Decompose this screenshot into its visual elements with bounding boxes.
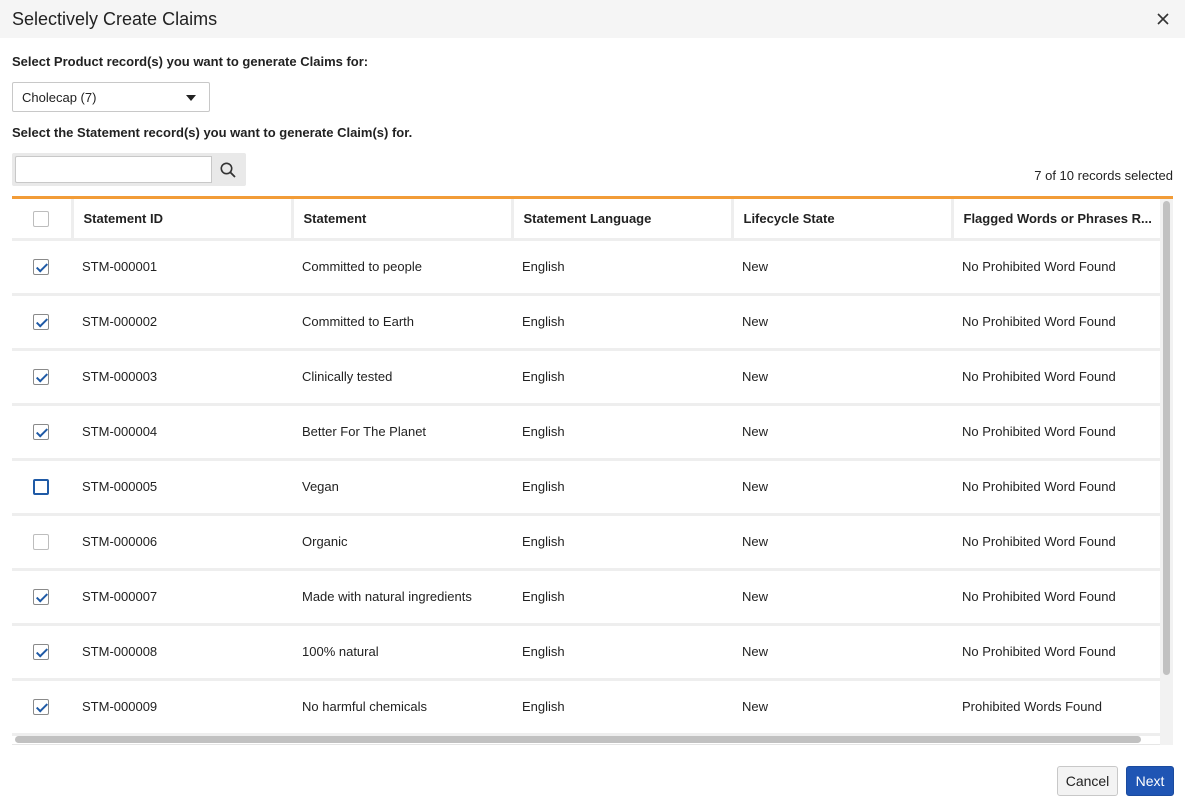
- statement-select-label: Select the Statement record(s) you want to generate Claim(s) for.: [12, 125, 413, 140]
- cell-flagged-words: Prohibited Words Found: [952, 679, 1162, 734]
- cell-statement: Committed to people: [292, 239, 512, 294]
- cell-flagged-words: No Prohibited Word Found: [952, 459, 1162, 514]
- table-header-row: [12, 199, 1162, 239]
- cell-lifecycle-state: New: [732, 404, 952, 459]
- table-row[interactable]: [12, 239, 1162, 294]
- row-select-cell: [12, 294, 72, 349]
- row-select-cell: [12, 459, 72, 514]
- cell-statement-id: STM-000004: [72, 404, 292, 459]
- product-select-label: Select Product record(s) you want to generate Claims for:: [12, 54, 369, 69]
- cell-statement: No harmful chemicals: [292, 679, 512, 734]
- cell-lifecycle-state: New: [732, 569, 952, 624]
- row-select-cell: [12, 679, 72, 734]
- cell-lifecycle-state: New: [732, 349, 952, 404]
- row-select-cell: [12, 514, 72, 569]
- cell-statement-language: English: [512, 569, 732, 624]
- cell-statement-language: English: [512, 404, 732, 459]
- cell-statement-language: English: [512, 349, 732, 404]
- cell-statement: Clinically tested: [292, 349, 512, 404]
- row-select-cell: [12, 624, 72, 679]
- cell-lifecycle-state: New: [732, 624, 952, 679]
- cell-statement-language: English: [512, 459, 732, 514]
- cell-statement-id: STM-000006: [72, 514, 292, 569]
- cancel-button[interactable]: Cancel: [1057, 766, 1118, 796]
- cell-statement-id: STM-000007: [72, 569, 292, 624]
- row-select-cell: [12, 349, 72, 404]
- cell-statement: Made with natural ingredients: [292, 569, 512, 624]
- row-checkbox[interactable]: [33, 259, 49, 275]
- row-checkbox[interactable]: [33, 479, 49, 495]
- row-checkbox[interactable]: [33, 314, 49, 330]
- row-checkbox[interactable]: [33, 644, 49, 660]
- cell-flagged-words: No Prohibited Word Found: [952, 349, 1162, 404]
- cell-statement-id: STM-000003: [72, 349, 292, 404]
- table-row[interactable]: [12, 294, 1162, 349]
- cell-lifecycle-state: New: [732, 679, 952, 734]
- cell-flagged-words: No Prohibited Word Found: [952, 569, 1162, 624]
- table-row[interactable]: [12, 569, 1162, 624]
- cell-statement-id: STM-000005: [72, 459, 292, 514]
- row-select-cell: [12, 239, 72, 294]
- row-checkbox[interactable]: [33, 369, 49, 385]
- close-icon: [1157, 13, 1169, 25]
- row-select-cell: [12, 404, 72, 459]
- table-row[interactable]: [12, 404, 1162, 459]
- cell-statement-language: English: [512, 294, 732, 349]
- cell-statement: 100% natural: [292, 624, 512, 679]
- search-box: [12, 153, 246, 186]
- column-header-statement-id[interactable]: Statement ID: [72, 199, 292, 239]
- cell-statement: Vegan: [292, 459, 512, 514]
- cell-statement: Committed to Earth: [292, 294, 512, 349]
- row-checkbox[interactable]: [33, 424, 49, 440]
- row-checkbox[interactable]: [33, 589, 49, 605]
- cell-statement: Better For The Planet: [292, 404, 512, 459]
- cell-lifecycle-state: New: [732, 239, 952, 294]
- cell-flagged-words: No Prohibited Word Found: [952, 404, 1162, 459]
- row-checkbox[interactable]: [33, 699, 49, 715]
- cell-statement: Organic: [292, 514, 512, 569]
- cell-lifecycle-state: New: [732, 459, 952, 514]
- table-row[interactable]: [12, 514, 1162, 569]
- search-button[interactable]: [212, 156, 244, 183]
- row-select-cell: [12, 569, 72, 624]
- table-row[interactable]: [12, 624, 1162, 679]
- product-dropdown[interactable]: [12, 82, 210, 112]
- cell-lifecycle-state: New: [732, 294, 952, 349]
- cell-statement-id: STM-000002: [72, 294, 292, 349]
- cell-statement-id: STM-000008: [72, 624, 292, 679]
- cell-statement-id: STM-000009: [72, 679, 292, 734]
- dialog-title: Selectively Create Claims: [12, 9, 218, 29]
- dialog-header: [0, 0, 1185, 38]
- horizontal-scrollbar-thumb[interactable]: [15, 736, 1141, 743]
- table-row[interactable]: [12, 679, 1162, 734]
- caret-down-icon: [186, 95, 196, 101]
- column-header-lifecycle-state[interactable]: Lifecycle State: [732, 199, 952, 239]
- table-row[interactable]: [12, 459, 1162, 514]
- table-row[interactable]: [12, 349, 1162, 404]
- selected-count: 7 of 10 records selected: [1034, 168, 1173, 183]
- cell-flagged-words: No Prohibited Word Found: [952, 294, 1162, 349]
- vertical-scrollbar-thumb[interactable]: [1163, 201, 1170, 675]
- close-button[interactable]: [1153, 9, 1173, 29]
- cell-statement-language: English: [512, 514, 732, 569]
- row-checkbox[interactable]: [33, 534, 49, 550]
- cell-flagged-words: No Prohibited Word Found: [952, 239, 1162, 294]
- statements-table: [12, 196, 1173, 745]
- select-all-cell: [12, 199, 72, 239]
- cell-statement-language: English: [512, 624, 732, 679]
- cell-statement-language: English: [512, 239, 732, 294]
- cell-statement-language: English: [512, 679, 732, 734]
- search-input[interactable]: [15, 156, 212, 183]
- search-icon: [220, 162, 236, 178]
- product-dropdown-value: Cholecap (7): [22, 89, 97, 105]
- next-button[interactable]: Next: [1126, 766, 1174, 796]
- cell-lifecycle-state: New: [732, 514, 952, 569]
- column-header-flagged-words[interactable]: Flagged Words or Phrases R...: [952, 199, 1162, 239]
- cell-statement-id: STM-000001: [72, 239, 292, 294]
- select-all-checkbox[interactable]: [33, 211, 49, 227]
- column-header-statement-language[interactable]: Statement Language: [512, 199, 732, 239]
- cell-flagged-words: No Prohibited Word Found: [952, 514, 1162, 569]
- column-header-statement[interactable]: Statement: [292, 199, 512, 239]
- cell-flagged-words: No Prohibited Word Found: [952, 624, 1162, 679]
